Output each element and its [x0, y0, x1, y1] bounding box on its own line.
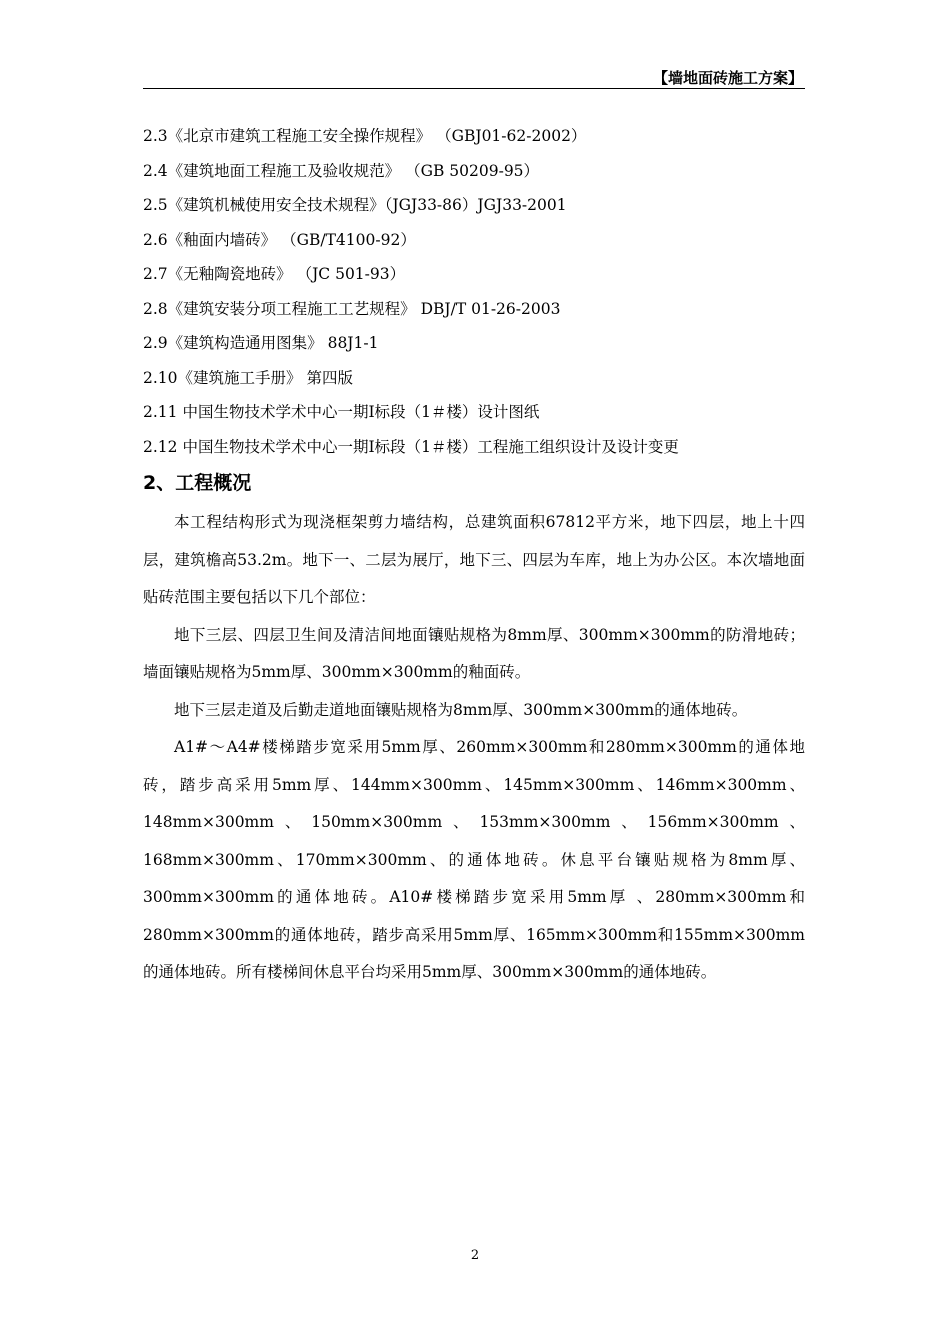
reference-item: 2.3《北京市建筑工程施工安全操作规程》 （GBJ01-62-2002） [143, 127, 587, 145]
reference-item: 2.5《建筑机械使用安全技术规程》（JGJ33-86）JGJ33-2001 [143, 196, 567, 214]
section-heading: 2、工程概况 [143, 472, 252, 494]
paragraph: A1#～A4#楼梯踏步宽采用5mm厚、260mm×300mm和280mm×300mm的通体地砖，踏步高采用5mm厚、144mm×300mm、145mm×300mm、146mm×300mm、148mm×300mm、150mm×300mm、153mm×300mm、156mm×300mm、168mm×300mm、170mm×300mm、的通体地砖。休息平台镶贴规格为8mm厚、300mm×300mm的通体地砖。A10#楼梯踏步宽采用5mm厚 、280mm×300mm和280mm×300mm的通体地砖，踏步高采用5mm厚、165mm×300mm和155mm×300mm的通体地砖。所有楼梯间休息平台均采用5mm厚、300mm×300mm的通体地砖。 [143, 738, 805, 981]
reference-item: 2.10《建筑施工手册》 第四版 [143, 368, 353, 387]
reference-item: 2.4《建筑地面工程施工及验收规范》 （GB 50209-95） [143, 161, 540, 180]
body-text [143, 504, 805, 992]
reference-item: 2.9《建筑构造通用图集》 88J1-1 [143, 334, 379, 352]
page-header [143, 64, 805, 89]
paragraph: 地下三层、四层卫生间及清洁间地面镶贴规格为8mm厚、300mm×300mm的防滑地砖；墙面镶贴规格为5mm厚、300mm×300mm的釉面砖。 [143, 625, 805, 681]
reference-list [143, 124, 823, 469]
reference-item: 2.8《建筑安装分项工程施工工艺规程》 DBJ/T 01-26-2003 [143, 299, 561, 318]
page-number: 2 [470, 1248, 480, 1263]
paragraph: 地下三层走道及后勤走道地面镶贴规格为8mm厚、300mm×300mm的通体地砖。 [174, 700, 748, 719]
reference-item: 2.7《无釉陶瓷地砖》 （JC 501-93） [143, 265, 406, 283]
reference-item: 2.11 中国生物技术学术中心一期Ⅰ标段（1＃楼）设计图纸 [143, 403, 540, 421]
paragraph: 本工程结构形式为现浇框架剪力墙结构，总建筑面积67812平方米，地下四层，地上十四层，建筑檐高53.2m。地下一、二层为展厅，地下三、四层为车库，地上为办公区。本次墙地面贴砖范围主要包括以下几个部位： [143, 513, 805, 606]
reference-item: 2.12 中国生物技术学术中心一期Ⅰ标段（1＃楼）工程施工组织设计及设计变更 [143, 437, 679, 456]
header-title: 【墙地面砖施工方案】 [652, 69, 803, 87]
reference-item: 2.6《釉面内墙砖》 （GB/T4100-92） [143, 230, 416, 249]
